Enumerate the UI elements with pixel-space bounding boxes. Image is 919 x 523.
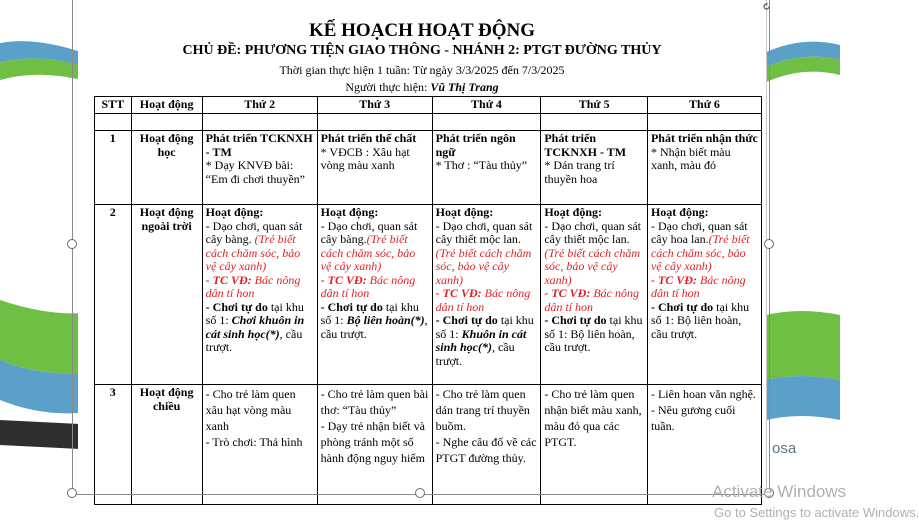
cell-mon: Hoạt động: - Dạo chơi, quan sát cây bàng. (Trẻ biết cách chăm sóc, bảo vệ cây xanh) - TC VĐ: Bác nông dân tí hon - Chơi tự do tại khu số 1: Chơi khuôn in cát sinh học(*), cầu trượt. — [202, 205, 317, 385]
cell-fri: Phát triển nhận thức * Nhận biết màu xanh, màu đỏ — [647, 131, 761, 205]
header-cell: Thứ 4 — [432, 97, 541, 114]
activate-windows-subtitle: Go to Settings to activate Windows. — [714, 505, 919, 520]
resize-handle-icon[interactable] — [67, 239, 77, 249]
header-cell: Thứ 3 — [317, 97, 432, 114]
cell-mon: - Cho trẻ làm quen xâu hạt vòng màu xanh - Trò chơi: Thả hình — [202, 385, 317, 505]
document-subtitle: CHỦ ĐỀ: PHƯƠNG TIỆN GIAO THÔNG - NHÁNH 2: PTGT ĐƯỜNG THỦY — [182, 43, 662, 58]
resize-handle-icon[interactable] — [764, 239, 774, 249]
cell-wed: Phát triển ngôn ngữ * Thơ : “Tàu thủy” — [432, 131, 541, 205]
rotate-handle-icon[interactable] — [762, 2, 771, 11]
cell-thu: - Cho trẻ làm quen nhận biết màu xanh, màu đỏ qua các PTGT. — [541, 385, 648, 505]
background-logo-text: osa — [772, 440, 797, 457]
document-title: KẾ HOẠCH HOẠT ĐỘNG — [308, 20, 536, 41]
resize-handle-icon[interactable] — [415, 488, 425, 498]
person-name: Vũ Thị Trang — [430, 80, 499, 94]
resize-handle-icon[interactable] — [67, 488, 77, 498]
header-cell: Thứ 6 — [647, 97, 761, 114]
table-row — [95, 131, 762, 205]
cell-fri: - Liên hoan văn nghệ. - Nêu gương cuối tuần. — [647, 385, 761, 505]
activate-windows-title: Activate Windows — [712, 482, 847, 501]
cell-fri: Hoạt động: - Dạo chơi, quan sát cây hoa lan.(Trẻ biết cách chăm sóc, bảo vệ cây xanh) - TC VĐ: Bác nông dân tí hon - Chơi tự do tại khu số 1: Bộ liên hoàn, cầu trượt. — [647, 205, 761, 385]
background-wave-left-top — [0, 20, 90, 90]
document-person: Người thực hiện: Vũ Thị Trang — [345, 80, 499, 94]
cell-mon: Phát triển TCKNXH - TM * Dạy KNVĐ bài: “Em đi chơi thuyền” — [202, 131, 317, 205]
table-row — [95, 385, 762, 505]
table-header-row — [95, 97, 762, 114]
table-spacer-row — [95, 114, 762, 131]
cell-wed: Hoạt động: - Dạo chơi, quan sát cây thiết mộc lan.(Trẻ biết cách chăm sóc, bảo vệ cây xanh) - TC VĐ: Bác nông dân tí hon - Chơi tự do tại khu số 1: Khuôn in cát sinh học(*), cầu trượt. — [432, 205, 541, 385]
cell-thu: Hoạt động: - Dạo chơi, quan sát cây thiết mộc lan.(Trẻ biết cách chăm sóc, bảo vệ cây xanh) - TC VĐ: Bác nông dân tí hon - Chơi tự do tại khu số 1: Bộ liên hoàn, cầu trượt. — [541, 205, 648, 385]
cell-tue: - Cho trẻ làm quen bài thơ: “Tàu thủy” - Dạy trẻ nhận biết và phòng tránh một số hành động nguy hiểm — [317, 385, 432, 505]
cell-thu: Phát triển TCKNXH - TM * Dán trang trí thuyền hoa — [541, 131, 648, 205]
activity-cell: Hoạt động ngoài trời — [131, 205, 202, 385]
header-cell: Thứ 5 — [541, 97, 648, 114]
cell-tue: Hoạt động: - Dạo chơi, quan sát cây bàng.(Trẻ biết cách chăm sóc, bảo vệ cây xanh) - TC VĐ: Bác nông dân tí hon - Chơi tự do tại khu số 1: Bộ liên hoàn(*), cầu trượt. — [317, 205, 432, 385]
cell-tue: Phát triển thể chất * VĐCB : Xâu hạt vòng màu xanh — [317, 131, 432, 205]
cell-wed: - Cho trẻ làm quen dán trang trí thuyền buồm. - Nghe câu đố về các PTGT đường thủy. — [432, 385, 541, 505]
activity-cell: Hoạt động chiều — [131, 385, 202, 505]
document-time: Thời gian thực hiện 1 tuần: Từ ngày 3/3/2025 đến 7/3/2025 — [279, 63, 565, 77]
header-cell: Thứ 2 — [202, 97, 317, 114]
stt-cell: 2 — [95, 205, 132, 385]
plan-table — [94, 96, 762, 505]
table-row — [95, 205, 762, 385]
header-cell: STT — [95, 97, 132, 114]
activity-cell: Hoạt động học — [131, 131, 202, 205]
stt-cell: 3 — [95, 385, 132, 505]
stt-cell: 1 — [95, 131, 132, 205]
background-wave-right-top — [760, 20, 840, 90]
document-page — [78, 0, 767, 492]
header-cell: Hoạt động — [131, 97, 202, 114]
